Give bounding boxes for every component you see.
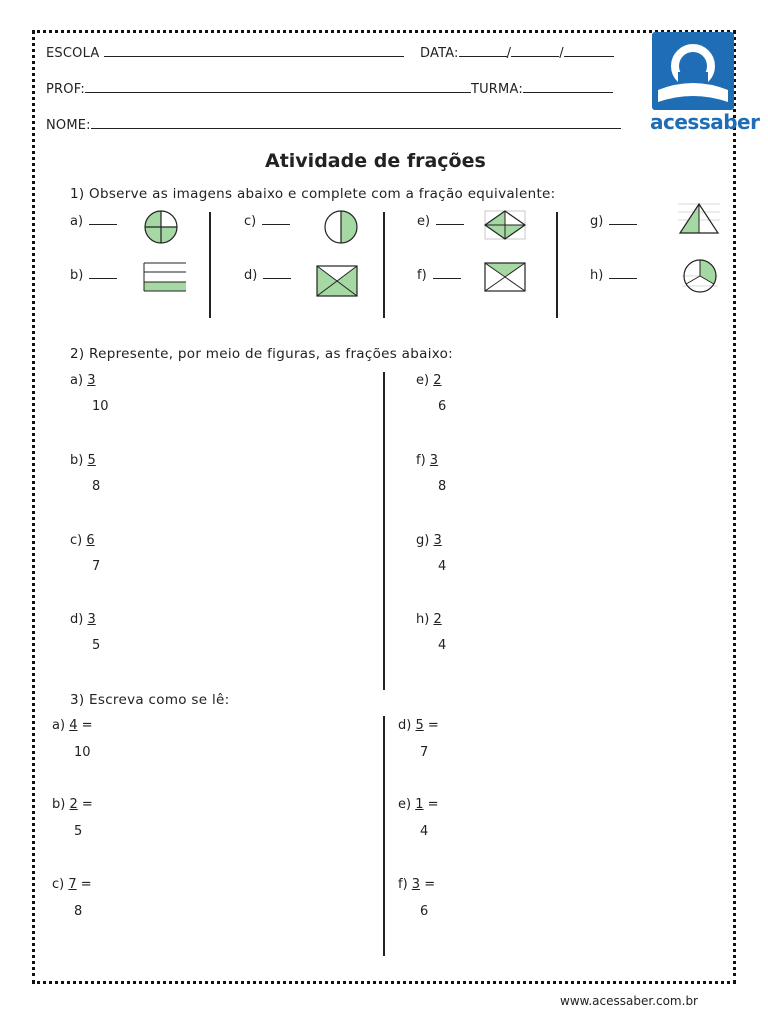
numerator: 6: [86, 533, 95, 548]
numerator: 3: [87, 612, 96, 627]
escola-line: [104, 44, 404, 57]
q1-divider: [383, 212, 385, 318]
figure-circle-quarters: [142, 208, 180, 246]
denominator: 8: [74, 904, 83, 919]
numerator: 3: [411, 877, 421, 892]
item-label: f): [416, 453, 426, 468]
q3-prompt: 3) Escreva como se lê:: [70, 692, 230, 708]
q2-divider: [383, 372, 385, 690]
escola-label: ESCOLA: [46, 46, 100, 61]
date-slash: /: [506, 46, 512, 61]
answer-blank[interactable]: [263, 268, 291, 279]
q3-item-a: [52, 718, 93, 733]
item-label: a): [52, 718, 66, 733]
figure-circle-halves: [322, 208, 360, 246]
item-label: h): [590, 268, 604, 283]
numerator: 1: [415, 797, 424, 812]
turma-label: TURMA:: [470, 82, 523, 97]
q2-item-e: [416, 373, 442, 388]
denominator: 6: [438, 399, 447, 414]
answer-blank[interactable]: [89, 268, 117, 279]
denominator: 5: [92, 638, 101, 653]
q2-item-a: [70, 373, 95, 388]
item-label: g): [416, 533, 430, 548]
figure-rectangle-x: [482, 260, 528, 294]
numerator: 5: [87, 453, 96, 468]
q2-item-d: [70, 612, 96, 627]
data-label: DATA:: [420, 46, 459, 61]
q1-item-a: [70, 214, 117, 229]
data-field[interactable]: [420, 44, 614, 61]
nome-label: NOME:: [46, 118, 91, 133]
nome-line: [91, 116, 621, 129]
nome-field[interactable]: [46, 116, 621, 133]
q1-prompt: 1) Observe as imagens abaixo e complete com a fração equivalente:: [70, 186, 556, 202]
numerator: 2: [433, 373, 442, 388]
equals-sign: =: [427, 797, 439, 812]
figure-triangle: [676, 200, 722, 236]
item-label: b): [70, 453, 84, 468]
denominator: 10: [92, 399, 109, 414]
numerator: 3: [433, 533, 442, 548]
page-title: Atividade de frações: [265, 150, 486, 172]
q1-item-f: [417, 268, 461, 283]
day-line: [459, 44, 507, 57]
denominator: 7: [92, 559, 101, 574]
figure-rectangle-strips: [142, 260, 188, 294]
denominator: 7: [420, 745, 429, 760]
q3-item-d: [398, 718, 439, 733]
equals-sign: =: [81, 718, 93, 733]
denominator: 10: [74, 745, 91, 760]
q1-item-e: [417, 214, 464, 229]
figure-circle-thirds: [680, 256, 720, 296]
denominator: 5: [74, 824, 83, 839]
item-label: d): [70, 612, 84, 627]
denominator: 8: [438, 479, 447, 494]
numerator: 2: [69, 797, 78, 812]
q1-item-d: [244, 268, 291, 283]
q1-item-c: [244, 214, 290, 229]
answer-blank[interactable]: [89, 214, 117, 225]
item-label: c): [52, 877, 65, 892]
q1-item-g: [590, 214, 637, 229]
turma-line: [523, 80, 613, 93]
item-label: b): [70, 268, 84, 283]
footer-url[interactable]: www.acessaber.com.br: [560, 994, 698, 1008]
answer-blank[interactable]: [433, 268, 461, 279]
numerator: 3: [87, 373, 96, 388]
item-label: a): [70, 373, 84, 388]
answer-blank[interactable]: [609, 268, 637, 279]
numerator: 7: [68, 877, 77, 892]
item-label: c): [70, 533, 83, 548]
person-logo-icon: [652, 32, 734, 110]
item-label: e): [416, 373, 430, 388]
item-label: e): [417, 214, 431, 229]
numerator: 5: [415, 718, 424, 733]
numerator: 3: [429, 453, 439, 468]
q2-item-h: [416, 612, 442, 627]
q3-divider: [383, 716, 385, 956]
denominator: 4: [420, 824, 429, 839]
denominator: 4: [438, 638, 447, 653]
q2-item-b: [70, 453, 96, 468]
date-slash: /: [559, 46, 564, 61]
year-line: [564, 44, 614, 57]
equals-sign: =: [81, 797, 93, 812]
denominator: 6: [420, 904, 429, 919]
answer-blank[interactable]: [436, 214, 464, 225]
q2-item-c: [70, 533, 95, 548]
item-label: f): [398, 877, 408, 892]
escola-field[interactable]: [46, 44, 404, 61]
figure-rectangle-diagonals: [315, 264, 359, 298]
q3-item-c: [52, 877, 92, 892]
item-label: h): [416, 612, 430, 627]
q1-divider: [209, 212, 211, 318]
numerator: 2: [433, 612, 442, 627]
prof-label: PROF:: [46, 82, 85, 97]
equals-sign: =: [427, 718, 439, 733]
item-label: d): [244, 268, 258, 283]
equals-sign: =: [80, 877, 92, 892]
logo-text: acessaber: [650, 110, 760, 134]
answer-blank[interactable]: [609, 214, 637, 225]
q2-item-g: [416, 533, 442, 548]
figure-diamond: [482, 208, 528, 242]
denominator: 4: [438, 559, 447, 574]
q3-item-b: [52, 797, 93, 812]
numerator: 4: [69, 718, 78, 733]
q1-item-h: [590, 268, 637, 283]
item-label: b): [52, 797, 66, 812]
q3-item-f: [398, 877, 435, 892]
item-label: g): [590, 214, 604, 229]
month-line: [511, 44, 559, 57]
q2-item-f: [416, 453, 438, 468]
q3-item-e: [398, 797, 439, 812]
item-label: f): [417, 268, 427, 283]
prof-field[interactable]: [46, 80, 613, 97]
answer-blank[interactable]: [262, 214, 290, 225]
item-label: d): [398, 718, 412, 733]
denominator: 8: [92, 479, 101, 494]
q1-item-b: [70, 268, 117, 283]
q2-prompt: 2) Represente, por meio de figuras, as frações abaixo:: [70, 346, 454, 362]
item-label: c): [244, 214, 257, 229]
q1-divider: [556, 212, 558, 318]
acessaber-logo: [652, 32, 734, 110]
item-label: a): [70, 214, 84, 229]
item-label: e): [398, 797, 412, 812]
equals-sign: =: [424, 877, 436, 892]
prof-line: [85, 80, 471, 93]
